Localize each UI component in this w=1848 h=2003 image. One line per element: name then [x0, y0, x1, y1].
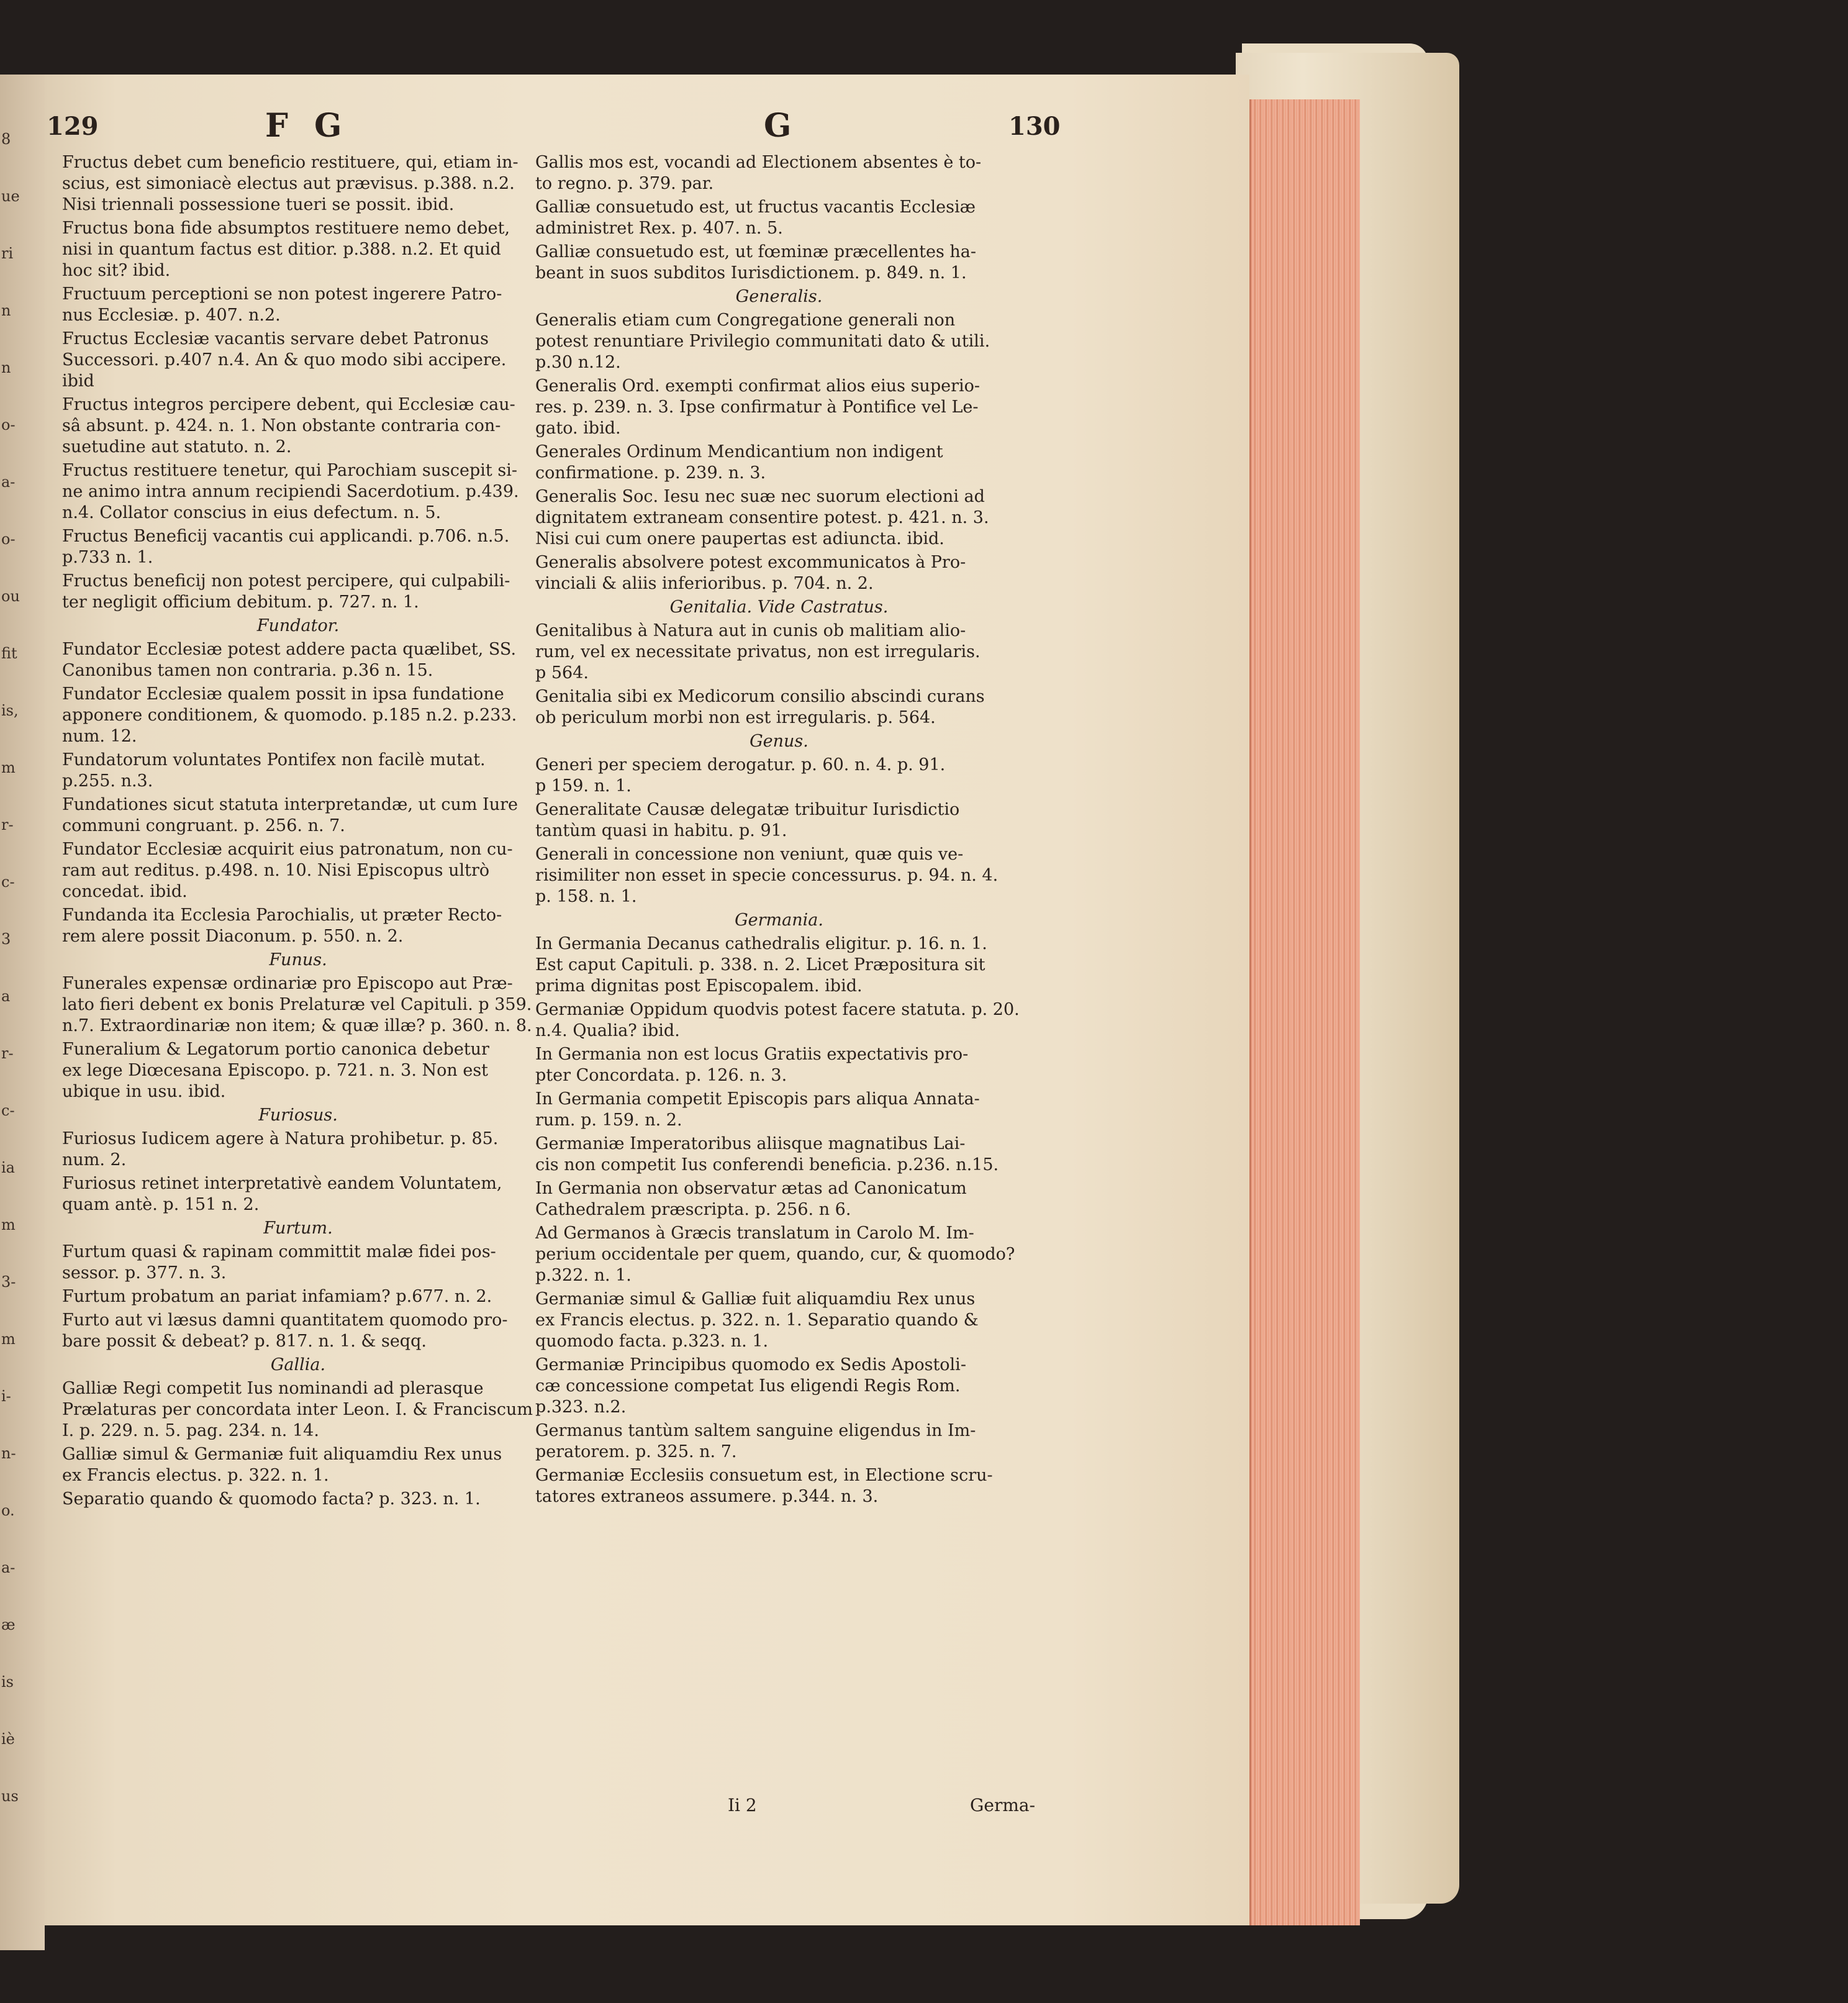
index-entry [62, 973, 534, 1037]
entry-line: Fructus restituere tenetur, qui Parochiam suscepit si- [62, 461, 517, 480]
margin-fragment: us [1, 1787, 19, 1805]
index-entry [535, 799, 1023, 842]
index-entry [62, 905, 534, 947]
entry-line: Canonibus tamen non contraria. p.36 n. 15. [62, 661, 433, 680]
margin-fragment: r- [1, 816, 14, 833]
margin-fragment: i- [1, 1388, 11, 1405]
index-entry [62, 839, 534, 902]
entry-line: beant in suos subditos Iurisdictionem. p. 849. n. 1. [535, 263, 967, 283]
entry-line: confirmatione. p. 239. n. 3. [535, 463, 766, 483]
entry-line: Nisi cui cum onere paupertas est adiuncta. ibid. [535, 529, 944, 548]
entry-line: quam antè. p. 151 n. 2. [62, 1195, 260, 1214]
index-entry [62, 1489, 534, 1510]
margin-fragment: 3- [1, 1273, 16, 1291]
entry-line: perium occidentale per quem, quando, cur, & quomodo? [535, 1245, 1015, 1264]
right-running-head: G [764, 107, 799, 145]
entry-line: ibid [62, 371, 94, 391]
entry-line: administret Rex. p. 407. n. 5. [535, 219, 783, 238]
index-entry [535, 1355, 1023, 1418]
index-entry [62, 1039, 534, 1102]
entry-line: Fundationes sicut statuta interpretandæ, ut cum Iure [62, 795, 518, 814]
entry-line: scius, est simoniacè electus aut prævisus. p.388. n.2. [62, 174, 515, 193]
entry-line: prima dignitas post Episcopalem. ibid. [535, 976, 863, 996]
entry-line: p.322. n. 1. [535, 1266, 632, 1285]
entry-line: Generi per speciem derogatur. p. 60. n. 4. p. 91. [535, 755, 946, 774]
index-entry [62, 152, 534, 216]
entry-line: p 564. [535, 663, 589, 683]
entry-line: Cathedralem præscripta. p. 256. n 6. [535, 1200, 851, 1219]
entry-line: Successori. p.407 n.4. An & quo modo sibi accipere. [62, 350, 507, 370]
margin-fragment: fit [1, 645, 17, 662]
margin-fragment: m [1, 1330, 16, 1348]
entry-line: Prælaturas per concordata inter Leon. I. & Franciscum [62, 1400, 533, 1419]
entry-line: p 159. n. 1. [535, 776, 632, 796]
index-entry [62, 329, 534, 392]
entry-line: In Germania non observatur ætas ad Canonicatum [535, 1179, 967, 1198]
entry-line: Gallis mos est, vocandi ad Electionem absentes è to- [535, 153, 982, 172]
entry-line: Germaniæ Oppidum quodvis potest facere statuta. p. 20. [535, 1000, 1020, 1019]
entry-line: Generales Ordinum Mendicantium non indigent [535, 442, 943, 461]
entry-line: ex lege Diœcesana Episcopo. p. 721. n. 3. Non est [62, 1061, 489, 1080]
entry-line: Fructus integros percipere debent, qui Ecclesiæ cau- [62, 395, 515, 414]
index-entry [535, 1089, 1023, 1131]
margin-fragment: n [1, 302, 11, 319]
index-entry [62, 750, 534, 792]
index-entry [62, 1444, 534, 1486]
margin-fragment: c- [1, 873, 15, 891]
margin-fragment: ia [1, 1159, 15, 1176]
index-entry [535, 1465, 1023, 1507]
index-entry [535, 755, 1023, 797]
margin-fragment: m [1, 759, 16, 776]
entry-line: tatores extraneos assumere. p.344. n. 3. [535, 1487, 879, 1506]
margin-fragment: iè [1, 1730, 15, 1748]
right-index-column [535, 152, 1023, 1510]
index-entry [62, 794, 534, 837]
index-entry [62, 284, 534, 326]
index-heading: Funus. [269, 950, 327, 970]
entry-line: Fructus debet cum beneficio restituere, qui, etiam in- [62, 153, 519, 172]
entry-line: Germaniæ Imperatoribus aliisque magnatibus Lai- [535, 1134, 966, 1153]
entry-line: Generalitate Causæ delegatæ tribuitur Iurisdictio [535, 800, 960, 819]
entry-line: p.733 n. 1. [62, 548, 153, 567]
entry-line: dignitatem extraneam consentire potest. p. 421. n. 3. [535, 508, 989, 527]
entry-line: pter Concordata. p. 126. n. 3. [535, 1066, 787, 1085]
signature-mark: Ii 2 [728, 1795, 757, 1815]
margin-fragment: 8 [1, 130, 11, 148]
entry-line: Furiosus Iudicem agere à Natura prohibetur. p. 85. [62, 1129, 499, 1148]
margin-fragment: a- [1, 1559, 16, 1576]
margin-fragment: is, [1, 702, 19, 719]
catchword: Germa- [970, 1795, 1036, 1815]
entry-line: communi congruant. p. 256. n. 7. [62, 816, 345, 835]
index-entry [535, 552, 1023, 594]
entry-line: Fructus Beneficij vacantis cui applicandi. p.706. n.5. [62, 527, 510, 546]
index-entry [62, 684, 534, 747]
index-entry [535, 1178, 1023, 1220]
entry-line: Galliæ Regi competit Ius nominandi ad plerasque [62, 1379, 484, 1398]
margin-fragment: r- [1, 1045, 14, 1062]
entry-line: ex Francis electus. p. 322. n. 1. Separatio quando & [535, 1310, 979, 1330]
margin-fragment: m [1, 1216, 16, 1233]
entry-line: Generalis absolvere potest excommunicatos à Pro- [535, 553, 966, 572]
entry-line: Fundatorum voluntates Pontifex non facilè mutat. [62, 750, 486, 770]
entry-line: Est caput Capituli. p. 338. n. 2. Licet Præpositura sit [535, 955, 985, 974]
entry-line: Galliæ simul & Germaniæ fuit aliquamdiu Rex unus [62, 1445, 502, 1464]
entry-line: p.30 n.12. [535, 353, 621, 372]
index-entry [535, 620, 1023, 684]
entry-line: gato. ibid. [535, 419, 621, 438]
red-page-edges [1249, 99, 1360, 1925]
index-entry [62, 526, 534, 568]
index-heading: Generalis. [735, 287, 823, 306]
entry-line: ne animo intra annum recipiendi Sacerdotium. p.439. [62, 482, 519, 501]
entry-line: quomodo facta. p.323. n. 1. [535, 1332, 769, 1351]
entry-line: Separatio quando & quomodo facta? p. 323. n. 1. [62, 1489, 481, 1509]
entry-line: ubique in usu. ibid. [62, 1082, 226, 1101]
entry-line: Furto aut vi læsus damni quantitatem quomodo pro- [62, 1310, 508, 1330]
entry-line: concedat. ibid. [62, 882, 188, 901]
entry-line: Funeralium & Legatorum portio canonica debetur [62, 1040, 489, 1059]
entry-line: p.255. n.3. [62, 771, 153, 791]
entry-line: Galliæ consuetudo est, ut fœminæ præcellentes ha- [535, 242, 977, 261]
margin-fragment: c- [1, 1102, 15, 1119]
entry-line: Nisi triennali possessione tueri se possit. ibid. [62, 195, 455, 214]
margin-fragment: o- [1, 530, 16, 548]
entry-line: n.4. Qualia? ibid. [535, 1021, 680, 1040]
entry-line: Fructus beneficij non potest percipere, qui culpabili- [62, 571, 510, 591]
entry-line: Germaniæ Ecclesiis consuetum est, in Electione scru- [535, 1466, 993, 1485]
entry-line: to regno. p. 379. par. [535, 174, 714, 193]
index-heading: Gallia. [270, 1355, 326, 1374]
entry-line: nisi in quantum factus est ditior. p.388. n.2. Et quid [62, 240, 501, 259]
margin-fragment: a [1, 988, 11, 1005]
entry-line: p.323. n.2. [535, 1397, 627, 1417]
index-entry [62, 394, 534, 458]
index-heading: Germania. [735, 911, 823, 930]
index-heading: Genitalia. Vide Castratus. [669, 597, 889, 617]
entry-line: Genitalia sibi ex Medicorum consilio abscindi curans [535, 687, 985, 706]
entry-line: Generalis etiam cum Congregatione generali non [535, 311, 956, 330]
index-entry [535, 844, 1023, 907]
margin-fragment: ue [1, 188, 20, 205]
margin-fragment: o- [1, 416, 16, 434]
entry-line: Fructus Ecclesiæ vacantis servare debet Patronus [62, 329, 489, 348]
entry-line: potest renuntiare Privilegio communitati dato & utili. [535, 332, 990, 351]
index-heading: Fundator. [256, 616, 340, 635]
index-entry [62, 1242, 534, 1284]
entry-line: num. 2. [62, 1150, 127, 1170]
index-entry [62, 218, 534, 281]
entry-line: res. p. 239. n. 3. Ipse confirmatur à Pontifice vel Le- [535, 397, 979, 417]
index-entry [62, 1129, 534, 1171]
entry-line: Funerales expensæ ordinariæ pro Episcopo aut Præ- [62, 974, 513, 993]
margin-fragment: is [1, 1673, 14, 1691]
entry-line: suetudine aut statuto. n. 2. [62, 437, 292, 456]
entry-line: Fructus bona fide absumptos restituere nemo debet, [62, 219, 510, 238]
entry-line: Furtum probatum an pariat infamiam? p.677. n. 2. [62, 1287, 492, 1306]
entry-line: Furtum quasi & rapinam committit malæ fidei pos- [62, 1242, 496, 1261]
left-folio-number: 129 [47, 112, 99, 141]
index-entry [535, 1044, 1023, 1086]
book-spread [45, 75, 1249, 1925]
index-heading: Furiosus. [258, 1106, 338, 1125]
entry-line: Ad Germanos à Græcis translatum in Carolo M. Im- [535, 1224, 974, 1243]
index-heading: Genus. [750, 732, 808, 751]
entry-line: Galliæ consuetudo est, ut fructus vacantis Ecclesiæ [535, 198, 976, 217]
entry-line: risimiliter non esset in specie concessurus. p. 94. n. 4. [535, 866, 999, 885]
index-entry [535, 999, 1023, 1042]
entry-line: n.7. Extraordinariæ non item; & quæ illæ? p. 360. n. 8. [62, 1016, 532, 1035]
index-entry [535, 486, 1023, 550]
entry-line: Fructuum perceptioni se non potest ingerere Patro- [62, 284, 502, 304]
entry-line: rum. p. 159. n. 2. [535, 1111, 682, 1130]
index-entry [62, 1310, 534, 1352]
entry-line: Fundator Ecclesiæ potest addere pacta quælibet, SS. [62, 640, 517, 659]
entry-line: In Germania competit Episcopis pars aliqua Annata- [535, 1089, 980, 1109]
entry-line: ter negligit officium debitum. p. 727. n. 1. [62, 593, 419, 612]
entry-line: ob periculum morbi non est irregularis. p. 564. [535, 708, 936, 727]
index-entry [535, 197, 1023, 239]
entry-line: Generali in concessione non veniunt, quæ quis ve- [535, 845, 964, 864]
entry-line: Germaniæ Principibus quomodo ex Sedis Apostoli- [535, 1355, 966, 1374]
index-entry [535, 242, 1023, 284]
entry-line: Generalis Ord. exempti confirmat alios eius superio- [535, 376, 981, 396]
entry-line: In Germania Decanus cathedralis eligitur. p. 16. n. 1. [535, 934, 987, 953]
entry-line: Germaniæ simul & Galliæ fuit aliquamdiu Rex unus [535, 1289, 976, 1309]
entry-line: apponere conditionem, & quomodo. p.185 n.2. p.233. [62, 706, 517, 725]
entry-line: tantùm quasi in habitu. p. 91. [535, 821, 787, 840]
entry-line: lato fieri debent ex bonis Prelaturæ vel Capituli. p 359. [62, 995, 532, 1014]
entry-line: hoc sit? ibid. [62, 261, 171, 280]
entry-line: Genitalibus à Natura aut in cunis ob malitiam alio- [535, 621, 966, 640]
index-entry [62, 1173, 534, 1215]
entry-line: ex Francis electus. p. 322. n. 1. [62, 1466, 329, 1485]
index-entry [62, 1378, 534, 1442]
margin-fragment: 3 [1, 930, 11, 948]
index-heading: Furtum. [263, 1219, 333, 1238]
entry-line: n.4. Collator conscius in eius defectum. n. 5. [62, 503, 442, 522]
entry-line: rum, vel ex necessitate privatus, non est irregularis. [535, 642, 981, 661]
index-entry [535, 376, 1023, 439]
entry-line: sessor. p. 377. n. 3. [62, 1263, 227, 1283]
entry-line: sâ absunt. p. 424. n. 1. Non obstante contraria con- [62, 416, 501, 435]
index-entry [535, 310, 1023, 373]
entry-line: Fundator Ecclesiæ qualem possit in ipsa fundatione [62, 684, 504, 704]
entry-line: peratorem. p. 325. n. 7. [535, 1442, 737, 1461]
left-index-column [62, 152, 534, 1512]
entry-line: cis non competit Ius conferendi beneficia. p.236. n.15. [535, 1155, 999, 1174]
entry-line: In Germania non est locus Gratiis expectativis pro- [535, 1045, 969, 1064]
entry-line: vinciali & aliis inferioribus. p. 704. n. 2. [535, 574, 874, 593]
margin-fragment: ri [1, 245, 14, 262]
entry-line: ram aut reditus. p.498. n. 10. Nisi Episcopus ultrò [62, 861, 490, 880]
entry-line: Fundanda ita Ecclesia Parochialis, ut præter Recto- [62, 906, 502, 925]
entry-line: Generalis Soc. Iesu nec suæ nec suorum electioni ad [535, 487, 985, 506]
entry-line: bare possit & debeat? p. 817. n. 1. & seqq. [62, 1332, 427, 1351]
entry-line: cæ concessione competat Ius eligendi Regis Rom. [535, 1376, 961, 1396]
margin-fragment: n- [1, 1445, 16, 1462]
index-entry [62, 571, 534, 613]
index-entry [535, 1133, 1023, 1176]
left-running-head: F G [265, 107, 350, 145]
margin-fragment: n [1, 359, 11, 376]
margin-fragment: æ [1, 1616, 16, 1633]
index-entry [62, 1286, 534, 1307]
right-folio-number: 130 [1008, 112, 1061, 141]
entry-line: Furiosus retinet interpretativè eandem Voluntatem, [62, 1174, 502, 1193]
entry-line: rem alere possit Diaconum. p. 550. n. 2. [62, 927, 404, 946]
index-entry [535, 1420, 1023, 1463]
index-entry [62, 460, 534, 524]
entry-line: Germanus tantùm saltem sanguine eligendus in Im- [535, 1421, 976, 1440]
entry-line: I. p. 229. n. 5. pag. 234. n. 14. [62, 1421, 319, 1440]
entry-line: nus Ecclesiæ. p. 407. n.2. [62, 306, 281, 325]
margin-fragment: o. [1, 1502, 15, 1519]
entry-line: p. 158. n. 1. [535, 887, 637, 906]
index-entry [535, 933, 1023, 997]
previous-page-fragment [0, 75, 45, 1950]
index-entry [535, 686, 1023, 729]
margin-fragment: ou [1, 588, 20, 605]
index-entry [535, 1223, 1023, 1286]
index-entry [535, 442, 1023, 484]
index-entry [62, 639, 534, 681]
entry-line: num. 12. [62, 727, 137, 746]
index-entry [535, 152, 1023, 194]
entry-line: Fundator Ecclesiæ acquirit eius patronatum, non cu- [62, 840, 513, 859]
index-entry [535, 1289, 1023, 1352]
margin-fragment: a- [1, 473, 16, 491]
